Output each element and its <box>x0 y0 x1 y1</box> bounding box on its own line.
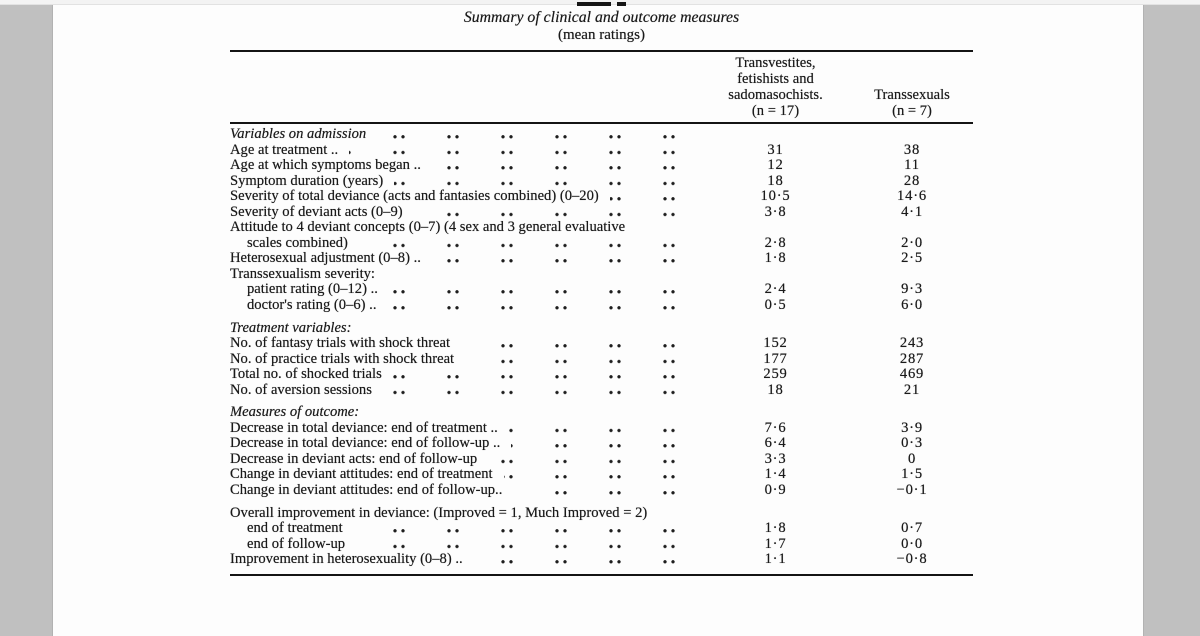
row-label: Age at which symptoms began .. <box>230 158 432 174</box>
caption-mark <box>617 2 626 6</box>
row-label: No. of aversion sessions <box>230 383 383 399</box>
caption-mark <box>577 2 611 6</box>
row-label: end of follow-up <box>230 537 356 553</box>
row-label: Severity of total deviance (acts and fantasies combined) (0–20) <box>230 189 610 205</box>
value-col-transvestites: 2·4 <box>764 281 787 298</box>
row-label: end of treatment <box>230 521 354 537</box>
value-col-transsexuals: −0·8 <box>896 551 928 568</box>
value-col-transsexuals: 38 <box>903 141 921 158</box>
row-label-cell <box>230 321 700 337</box>
value-col-transsexuals <box>851 321 973 337</box>
header-line: Transvestites, <box>735 55 816 71</box>
row-label: Heterosexual adjustment (0–8) .. <box>230 251 432 267</box>
row-label: Total no. of shocked trials <box>230 367 393 383</box>
row-label: Variables on admission <box>230 127 377 143</box>
value-col-transsexuals <box>851 267 973 283</box>
table-row <box>230 352 973 368</box>
table-row <box>230 405 973 421</box>
value-col-transsexuals <box>851 405 973 421</box>
table-row <box>230 236 973 252</box>
value-col-transvestites: 3·3 <box>764 450 787 467</box>
table-row <box>230 282 973 298</box>
value-col-transvestites: 12 <box>767 157 784 174</box>
value-col-transvestites: 6·4 <box>764 435 787 452</box>
column-header-transvestites <box>700 55 851 119</box>
value-col-transsexuals: 2·0 <box>901 234 923 251</box>
row-label-cell <box>230 383 700 399</box>
value-col-transvestites <box>700 405 851 421</box>
value-col-transsexuals: 4·1 <box>901 203 923 220</box>
value-col-transvestites <box>700 321 851 337</box>
row-label: Attitude to 4 deviant concepts (0–7) (4 sex and 3 general evaluative <box>230 220 636 236</box>
table-row <box>230 205 973 221</box>
header-line: (n = 17) <box>751 103 800 119</box>
value-col-transvestites: 152 <box>763 335 788 352</box>
value-col-transsexuals: 9·3 <box>901 281 923 298</box>
value-col-transvestites: 0·5 <box>764 297 787 314</box>
row-label-cell <box>230 267 700 283</box>
row-label-cell <box>230 421 700 437</box>
table-header-row <box>230 52 973 122</box>
value-col-transvestites: 177 <box>763 350 788 367</box>
value-col-transsexuals: 28 <box>903 172 921 189</box>
table-row <box>230 321 973 337</box>
value-col-transsexuals: 287 <box>899 350 925 367</box>
row-label: Transsexualism severity: <box>230 267 386 283</box>
row-label-cell <box>230 483 700 499</box>
row-label: Symptom duration (years) <box>230 174 394 190</box>
row-label-cell <box>230 205 700 221</box>
table-row <box>230 367 973 383</box>
table-row <box>230 436 973 452</box>
value-col-transvestites: 1·7 <box>764 535 787 552</box>
row-label: Decrease in total deviance: end of follow-up .. <box>230 436 511 452</box>
value-col-transsexuals: 243 <box>899 335 925 352</box>
row-label-cell <box>230 143 700 159</box>
row-label: patient rating (0–12) .. <box>230 282 389 298</box>
row-label-cell <box>230 537 700 553</box>
row-label-cell <box>230 220 973 236</box>
table-row <box>230 251 973 267</box>
value-col-transsexuals: −0·1 <box>896 482 928 499</box>
value-col-transvestites: 18 <box>767 172 784 189</box>
value-col-transsexuals: 3·9 <box>901 419 923 436</box>
row-label: Change in deviant attitudes: end of follow-up.. <box>230 483 513 499</box>
header-line: (n = 7) <box>892 103 932 119</box>
row-label-cell <box>230 467 700 483</box>
header-line: sadomasochists. <box>728 87 823 103</box>
table-row <box>230 127 973 143</box>
table-row <box>230 483 973 499</box>
value-col-transsexuals: 0·7 <box>901 520 923 537</box>
row-label-cell <box>230 405 700 421</box>
table-row <box>230 143 973 159</box>
value-col-transvestites: 18 <box>767 381 784 398</box>
table-row <box>230 521 973 537</box>
row-label-cell <box>230 436 700 452</box>
row-label-cell <box>230 127 700 143</box>
row-label: Treatment variables: <box>230 321 362 337</box>
value-col-transsexuals: 11 <box>904 157 920 174</box>
table-subtitle: (mean ratings) <box>557 27 646 43</box>
value-col-transsexuals: 2·5 <box>901 250 923 267</box>
row-label-cell <box>230 236 700 252</box>
table-body <box>230 124 973 574</box>
table-row <box>230 467 973 483</box>
table-row <box>230 174 973 190</box>
row-label: Decrease in deviant acts: end of follow-up <box>230 452 488 468</box>
row-label-cell <box>230 506 973 522</box>
row-label-cell <box>230 251 700 267</box>
table-bottom-rule <box>230 574 973 577</box>
table-row <box>230 552 973 568</box>
table-title: Summary of clinical and outcome measures <box>463 9 740 26</box>
header-line: Transsexuals <box>874 87 950 103</box>
row-label: Overall improvement in deviance: (Improved = 1, Much Improved = 2) <box>230 506 658 522</box>
row-label: No. of practice trials with shock threat <box>230 352 465 368</box>
row-label-cell <box>230 158 700 174</box>
value-col-transsexuals: 0·0 <box>901 535 923 552</box>
value-col-transvestites: 1·8 <box>764 250 787 267</box>
row-label: scales combined) <box>230 236 359 252</box>
summary-table <box>230 8 973 576</box>
column-header-transsexuals <box>851 87 973 119</box>
row-label-cell <box>230 352 700 368</box>
table-row <box>230 298 973 314</box>
value-col-transvestites: 3·8 <box>764 203 787 220</box>
row-label: doctor's rating (0–6) .. <box>230 298 387 314</box>
value-col-transsexuals: 469 <box>899 366 925 383</box>
value-col-transsexuals: 1·5 <box>901 466 923 483</box>
table-row <box>230 506 973 522</box>
row-label: Measures of outcome: <box>230 405 370 421</box>
row-label: Severity of deviant acts (0–9) <box>230 205 414 221</box>
row-label-cell <box>230 367 700 383</box>
row-label: Decrease in total deviance: end of treatment .. <box>230 421 509 437</box>
value-col-transvestites: 7·6 <box>764 419 787 436</box>
row-label-cell <box>230 552 700 568</box>
row-label-cell <box>230 336 700 352</box>
row-label: No. of fantasy trials with shock threat <box>230 336 461 352</box>
table-row <box>230 220 973 236</box>
table-row <box>230 158 973 174</box>
row-label-cell <box>230 521 700 537</box>
row-label-cell <box>230 174 700 190</box>
value-col-transsexuals: 6·0 <box>901 297 923 314</box>
table-title-block <box>230 8 973 44</box>
value-col-transvestites <box>700 267 851 283</box>
row-label-cell <box>230 298 700 314</box>
value-col-transvestites <box>700 127 851 143</box>
right-gray-margin <box>1143 5 1200 636</box>
value-col-transvestites: 0·9 <box>764 482 787 499</box>
value-col-transvestites: 31 <box>767 141 784 158</box>
value-col-transvestites: 2·8 <box>764 234 787 251</box>
table-row <box>230 189 973 205</box>
value-col-transvestites: 10·5 <box>760 188 791 205</box>
value-col-transsexuals: 14·6 <box>897 188 927 205</box>
cropped-table-caption-marks <box>577 2 637 7</box>
value-col-transsexuals <box>851 127 973 143</box>
row-label-cell <box>230 282 700 298</box>
row-label: Improvement in heterosexuality (0–8) .. <box>230 552 474 568</box>
table-row <box>230 267 973 283</box>
left-gray-margin <box>0 5 53 636</box>
table-row <box>230 383 973 399</box>
header-line: fetishists and <box>737 71 814 87</box>
table-row <box>230 452 973 468</box>
table-row <box>230 421 973 437</box>
value-col-transvestites: 1·4 <box>764 466 787 483</box>
value-col-transvestites: 1·8 <box>764 520 787 537</box>
value-col-transvestites: 1·1 <box>764 551 787 568</box>
value-col-transsexuals: 21 <box>903 381 921 398</box>
value-col-transsexuals: 0·3 <box>901 435 923 452</box>
row-label: Age at treatment .. <box>230 143 349 159</box>
value-col-transvestites: 259 <box>763 366 788 383</box>
table-row <box>230 336 973 352</box>
row-label-cell <box>230 189 700 205</box>
row-label-cell <box>230 452 700 468</box>
table-row <box>230 537 973 553</box>
value-col-transsexuals: 0 <box>907 450 917 467</box>
row-label: Change in deviant attitudes: end of treatment <box>230 467 504 483</box>
